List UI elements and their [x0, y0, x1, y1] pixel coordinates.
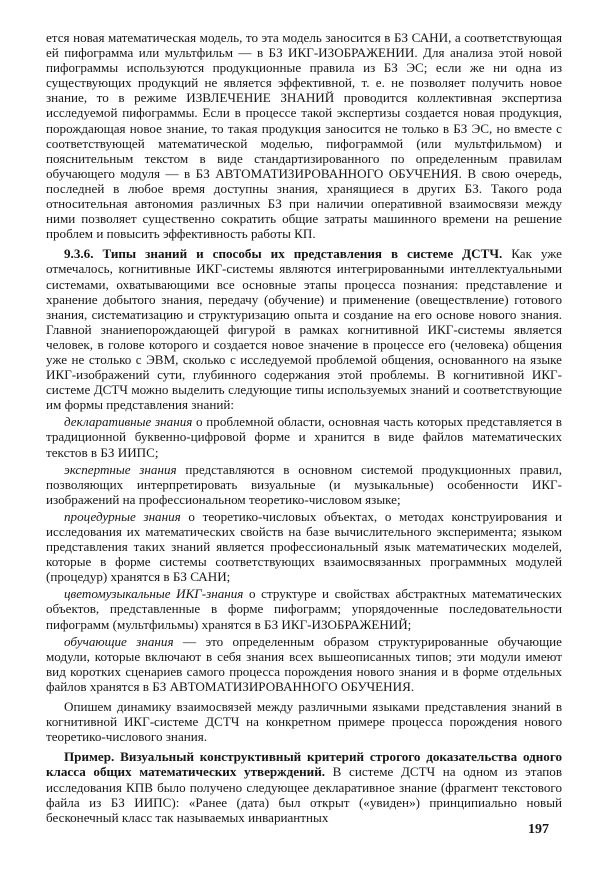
paragraph-example — [46, 749, 562, 824]
knowledge-item-declarative — [46, 414, 562, 459]
knowledge-item-training — [46, 634, 562, 694]
section-text: Как уже отмечалось, когнитивные ИКГ-системы являются интегрированными интеллектуальными системами, охватывающими все основные этапы процесса познания: представление и хранение добытого знания, передачу (обучение) и применение (овеществление) готового знания, систематизацию и структуризацию опыта и создание на его основе нового знания. Главной знаниепорождающей фигурой в рамках когнитивной ИКГ-системы является человек, в голове которого и создается новое значение в процессе его (человека) общения уже не столько с ЭВМ, сколько с исследуемой проблемой общения, основанного на языке ИКГ-изображений сути, глубинного содержания этой проблемы. В когнитивной ИКГ-системе ДСТЧ можно выделить следующие типы используемых знаний и соответствующие им формы представления знаний: — [46, 246, 562, 413]
text-training: — это определенным образом структурированные обучающие модули, которые включают в себя знания всех вышеописанных типов; эти модули имеют вид коротких сценариев самого процесса порождения нового знания и в форме отдельных файлов хранятся в БЗ АВТОМАТИЗИРОВАННОГО ОБУЧЕНИЯ. — [46, 633, 562, 694]
example-text: В системе ДСТЧ на одном из этапов исследования КПВ было получено следующее декларативное знание (фрагмент текстового файла из БЗ ИИПС): «Ранее (дата) был открыт («увиден») принципиально новый бесконечный класс так называемых инвариантных — [46, 764, 563, 825]
knowledge-item-procedural — [46, 509, 562, 584]
page-number: 197 — [528, 822, 549, 837]
term-training: обучающие знания — [64, 633, 174, 649]
term-color-music: цветомузыкальные ИКГ-знания — [64, 586, 244, 602]
text-procedural: о теоретико-числовых объектах, о методах конструирования и исследования их математических свойств на базе вычислительного эксперимента; языком представления таких знаний является профессиональный язык математических моделей, которые в форме системы соответствующих взаимосвязанных программных модулей (процедур) хранятся в БЗ САНИ; — [46, 508, 562, 585]
term-declarative: декларативные знания — [64, 414, 193, 430]
term-expert: экспертные знания — [64, 461, 177, 477]
knowledge-item-expert — [46, 462, 562, 507]
text-expert: представляются в основном системой продукционных правил, позволяющих интерпретировать визуальные (и музыкальные) особенности ИКГ-изображений на профессиональном теоретико-числовом языке; — [46, 461, 562, 507]
section-9-3-6 — [46, 246, 562, 412]
paragraph-intro: ется новая математическая модель, то эта модель заносится в БЗ САНИ, а соответствующая ей пифограмма или мультфильм — в БЗ ИКГ-ИЗОБРАЖЕНИИ. Для анализа этой новой пифограммы используются продукционные правила из БЗ ЭС; если же ни одна из существующих продукций не является эффективной, т. е. не позволяет получить новое знание, то в режиме ИЗВЛЕЧЕНИЕ ЗНАНИЙ проводится коллективная экспертиза исследуемой пифограммы. Если в процессе такой экспертизы создается новая продукция, порождающая новое знание, то такая продукция заносится не только в БЗ ЭС, но вместе с соответствующей математической моделью, пифограммой (или мультфильмом) и пояснительным текстом в виде стандартизированного по определенным правилам обучающего модуля — в БЗ АВТОМАТИЗИРОВАННОГО ОБУЧЕНИЯ. В свою очередь, последней в любое время доступны знания, хранящиеся в других БЗ. Такого рода относительная автономия различных БЗ при наличии оперативной взаимосвязи между ними позволяет существенно сократить общие затраты машинного времени на решение проблем и повысить эффективность работы КП. — [46, 30, 562, 242]
section-heading: 9.3.6. Типы знаний и способы их представления в системе ДСТЧ. — [64, 246, 503, 262]
page-body — [46, 30, 562, 825]
text-declarative: о проблемной области, основная часть которых представляется в традиционной буквенно-цифровой форме и хранится в виде файлов математических текстов в БЗ ИИПС; — [46, 414, 562, 460]
knowledge-item-color-music — [46, 586, 562, 631]
term-procedural: процедурные знания — [64, 508, 181, 524]
example-heading: Пример. Визуальный конструктивный критерий строгого доказательства одного класса общих математических утверждений. — [46, 749, 562, 780]
paragraph-dynamics: Опишем динамику взаимосвязей между различными языками представления знаний в когнитивной ИКГ-системе ДСТЧ на конкретном примере процесса порождения нового теоретико-числового знания. — [46, 699, 562, 745]
text-color-music: о структуре и свойствах абстрактных математических объектов, представленные в форме пифограмм; упорядоченные последовательности пифограмм (мультфильмы) хранятся в БЗ ИКГ-ИЗОБРАЖЕНИЙ; — [46, 586, 562, 632]
